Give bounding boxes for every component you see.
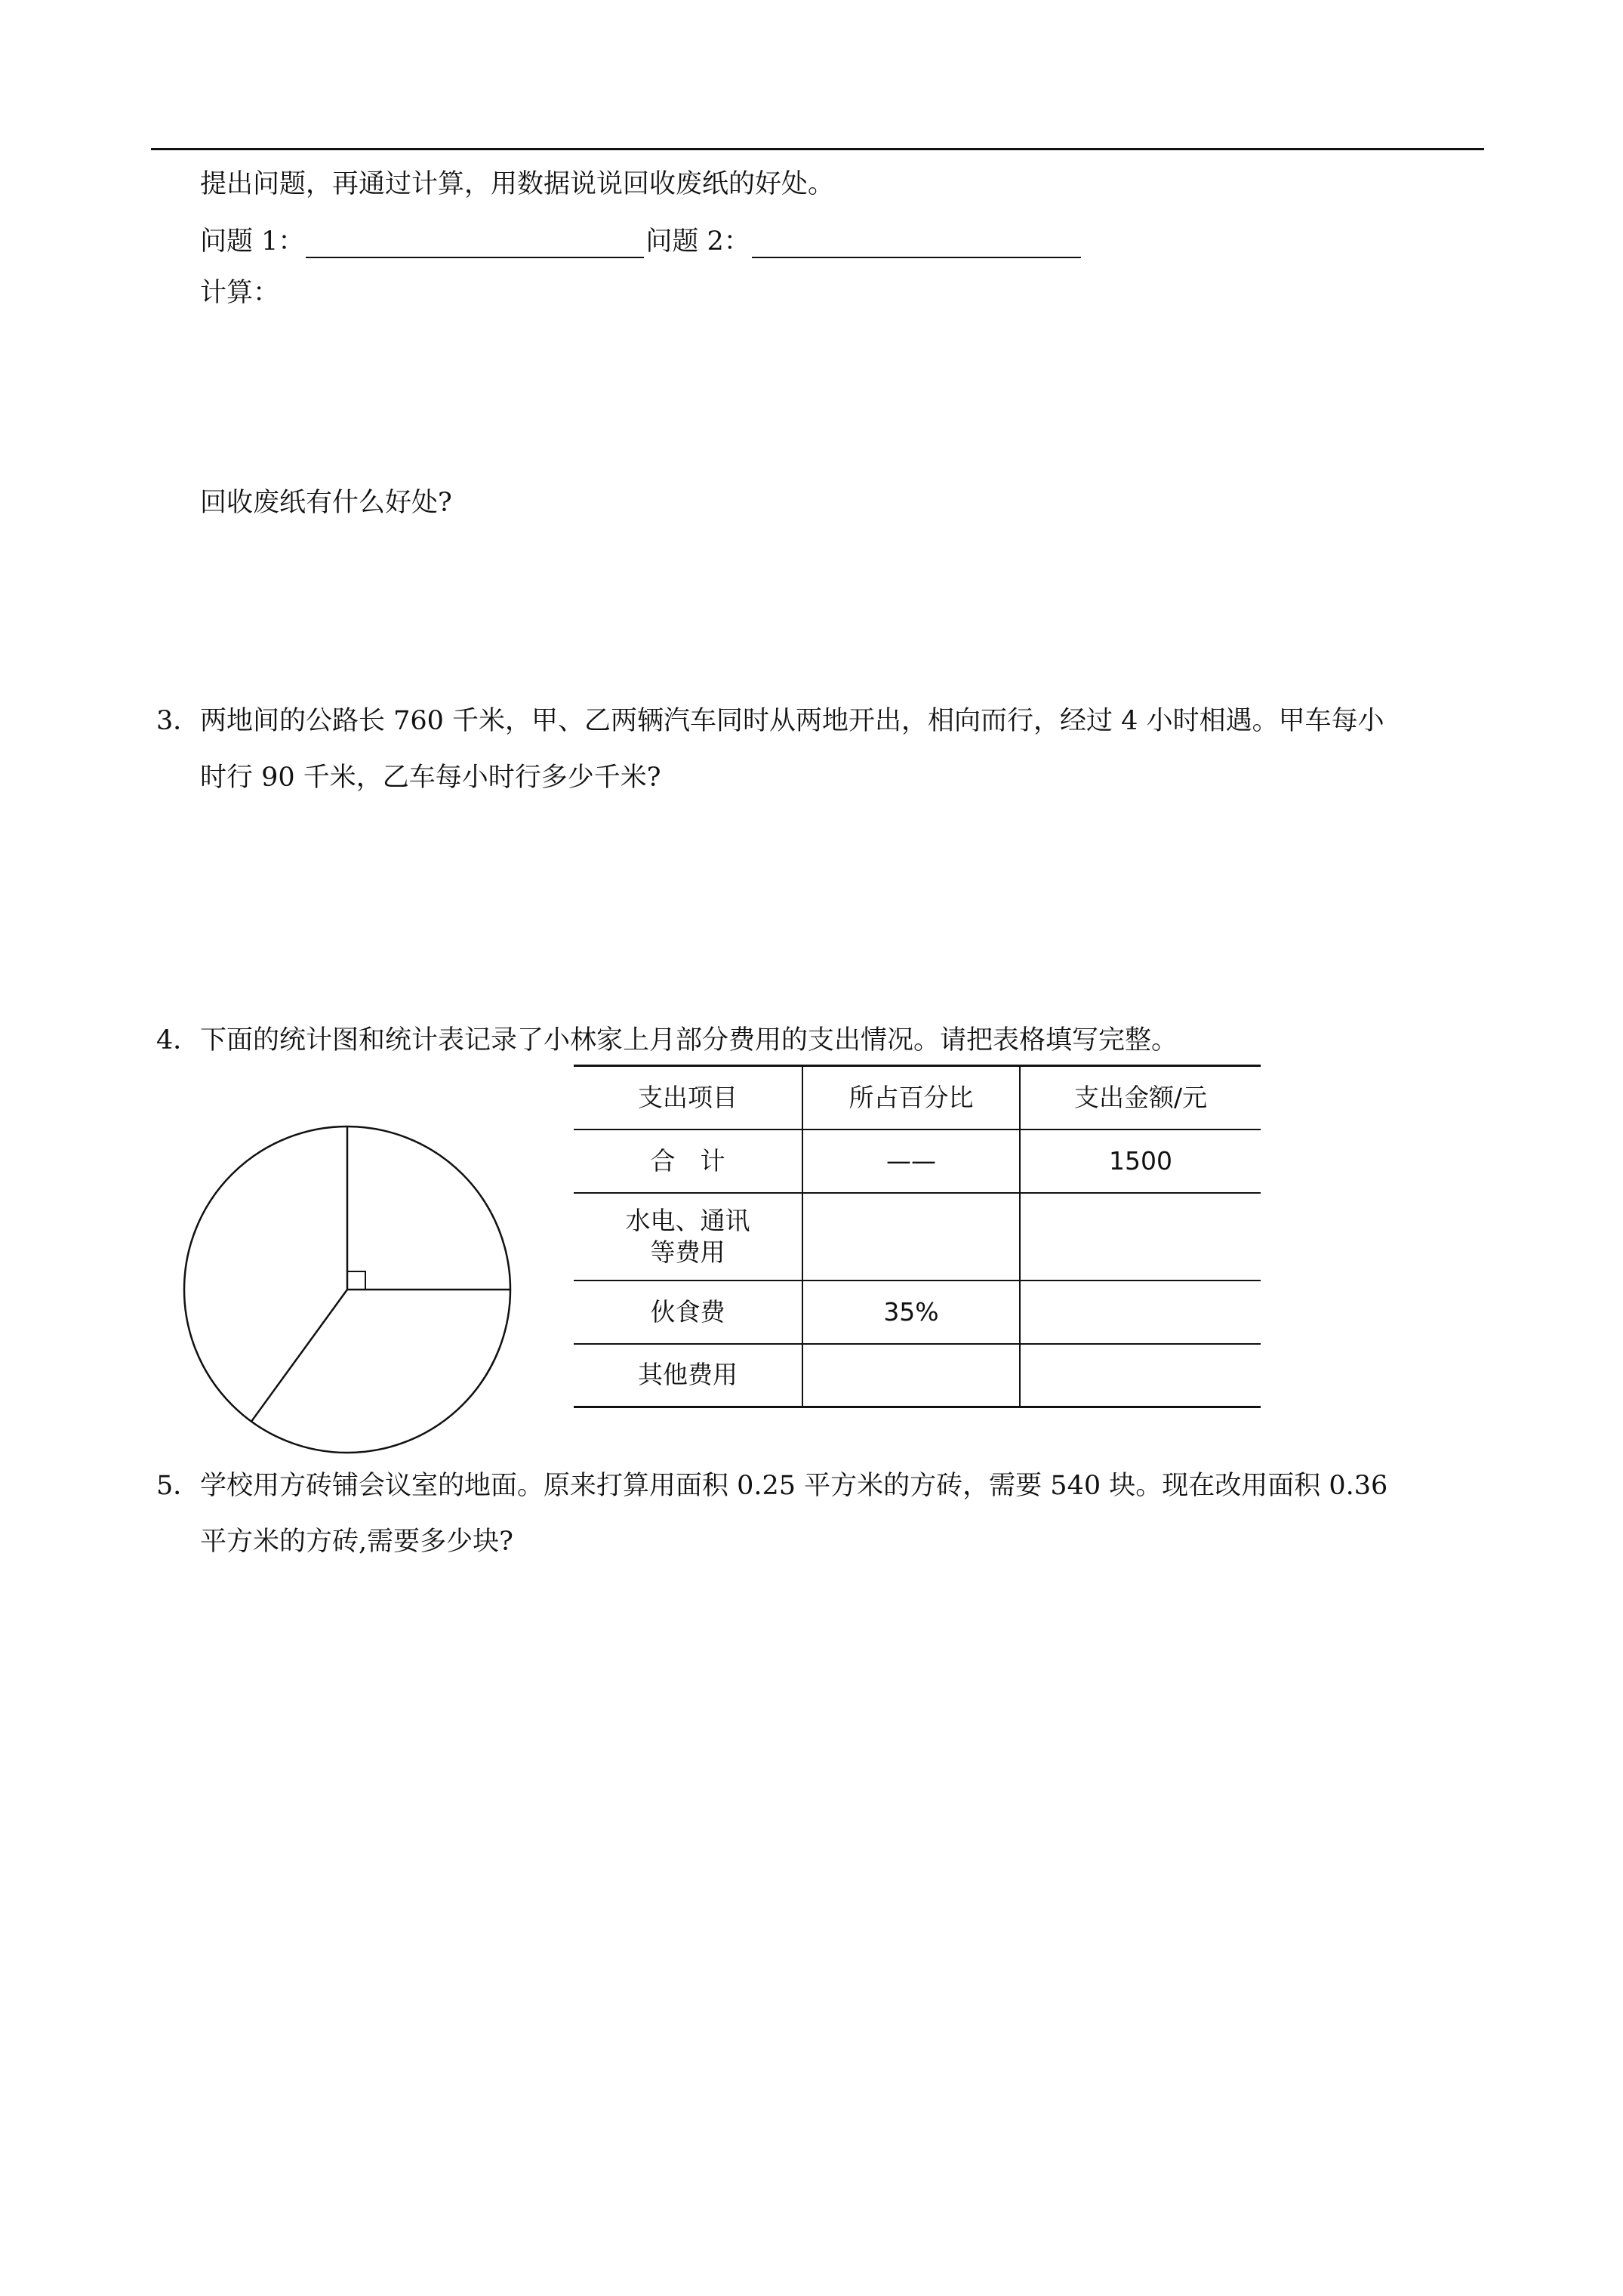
row-other-amount[interactable] <box>1020 1344 1261 1407</box>
row-total-percent: —— <box>802 1130 1020 1193</box>
pie-radius-line-3 <box>251 1290 347 1422</box>
row-food-percent: 35% <box>802 1281 1020 1344</box>
problem-5-number: 5． <box>156 1471 200 1501</box>
problem-3-line-1: 两地间的公路长 760 千米，甲、乙两辆汽车同时从两地开出，相向而行，经过 4 小时相遇。甲车每小 <box>200 706 1384 736</box>
problem-4-number: 4． <box>156 1025 200 1056</box>
question-blanks-row <box>200 225 1083 258</box>
problem-5-line-2: 平方米的方砖,需要多少块? <box>200 1527 513 1557</box>
header-percent: 所占百分比 <box>802 1066 1020 1130</box>
row-utilities-item-line-1: 水电、通讯 <box>625 1205 750 1235</box>
row-total-amount: 1500 <box>1020 1130 1261 1193</box>
row-utilities-item-line-2: 等费用 <box>650 1237 725 1267</box>
question-1-blank[interactable] <box>306 230 644 258</box>
intro-prompt: 提出问题，再通过计算，用数据说说回收废纸的好处。 <box>200 169 835 199</box>
problem-3-number: 3． <box>156 706 200 736</box>
table-row-other <box>574 1344 1261 1407</box>
problem-5-line-1: 学校用方砖铺会议室的地面。原来打算用面积 0.25 平方米的方砖，需要 540 块。现在改用面积 0.36 <box>200 1471 1388 1501</box>
header-rule <box>151 148 1484 150</box>
table-row-total <box>574 1130 1261 1193</box>
row-total-item: 合 计 <box>574 1130 802 1193</box>
table-header-row <box>574 1066 1261 1130</box>
expense-table <box>574 1065 1261 1408</box>
table-row-food <box>574 1281 1261 1344</box>
row-utilities-amount[interactable] <box>1020 1193 1261 1281</box>
question-2-blank[interactable] <box>752 230 1081 258</box>
header-item: 支出项目 <box>574 1066 802 1130</box>
row-food-item: 伙食费 <box>574 1281 802 1344</box>
row-other-percent[interactable] <box>802 1344 1020 1407</box>
problem-3-line-2: 时行 90 千米，乙车每小时行多少千米? <box>200 763 661 793</box>
right-angle-marker <box>347 1271 365 1290</box>
row-other-item: 其他费用 <box>574 1344 802 1407</box>
table-row-utilities <box>574 1193 1261 1281</box>
header-amount: 支出金额/元 <box>1020 1066 1261 1130</box>
benefit-question: 回收废纸有什么好处? <box>200 488 452 518</box>
row-utilities-percent[interactable] <box>802 1193 1020 1281</box>
row-food-amount[interactable] <box>1020 1281 1261 1344</box>
question-1-label: 问题 1： <box>200 227 305 257</box>
problem-4-text: 下面的统计图和统计表记录了小林家上月部分费用的支出情况。请把表格填写完整。 <box>200 1025 1178 1056</box>
calc-label: 计算： <box>200 278 280 308</box>
pie-chart <box>181 1123 513 1456</box>
question-2-label: 问题 2： <box>645 227 750 257</box>
row-utilities-item <box>574 1193 802 1281</box>
